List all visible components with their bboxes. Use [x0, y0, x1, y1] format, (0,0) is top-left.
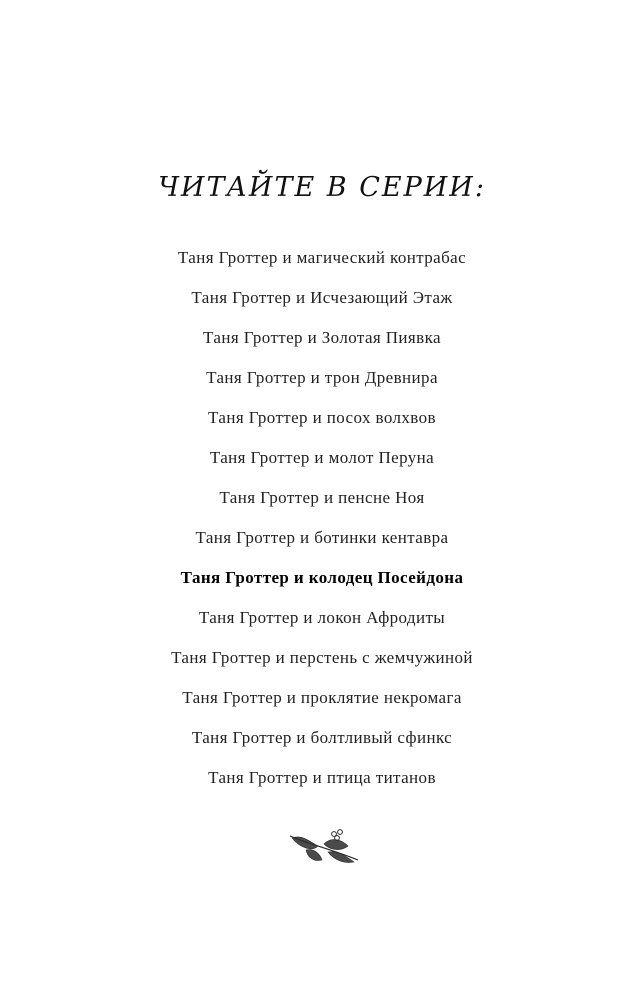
book-title: Таня Гроттер и посох волхвов [208, 408, 436, 427]
book-title: Таня Гроттер и перстень с жемчужиной [171, 648, 473, 667]
book-title: Таня Гроттер и трон Древнира [206, 368, 438, 387]
holly-sprig-icon [288, 826, 360, 866]
book-title-current: Таня Гроттер и колодец Посейдона [180, 568, 464, 587]
book-title: Таня Гроттер и болтливый сфинкс [191, 728, 453, 747]
book-title: Таня Гроттер и птица титанов [208, 768, 436, 787]
book-title: Таня Гроттер и проклятие некромага [182, 688, 462, 707]
series-heading: ЧИТАЙТЕ В СЕРИИ: [158, 172, 486, 203]
book-list [0, 244, 644, 804]
book-title: Таня Гроттер и Золотая Пиявка [203, 328, 441, 347]
book-title: Таня Гроттер и пенсне Ноя [219, 488, 425, 507]
book-title: Таня Гроттер и ботинки кентавра [195, 528, 449, 547]
book-title: Таня Гроттер и локон Афродиты [198, 608, 446, 627]
book-title: Таня Гроттер и Исчезающий Этаж [191, 288, 453, 307]
book-title: Таня Гроттер и магический контрабас [177, 248, 467, 267]
book-title: Таня Гроттер и молот Перуна [209, 448, 435, 467]
